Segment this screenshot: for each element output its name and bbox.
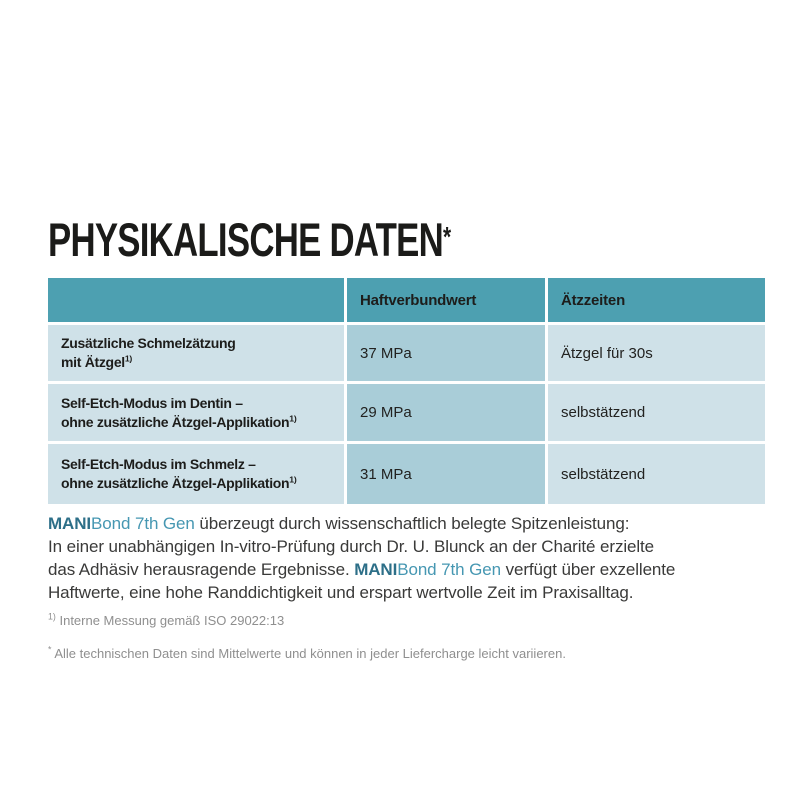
footnote-internal-measurement	[48, 612, 284, 630]
description-paragraph	[48, 512, 758, 604]
table-header-empty-cell	[48, 278, 344, 322]
footnote-marker: 1)	[289, 412, 297, 423]
table-row-label-cell	[48, 325, 344, 381]
brand-name-bond: Bond 7th Gen	[91, 514, 195, 533]
bond-value-cell: 29 MPa	[347, 384, 545, 441]
row-label-line: Zusätzliche Schmelzätzung	[61, 335, 236, 351]
brand-name-mani: MANI	[48, 514, 92, 533]
page-title-asterisk: *	[442, 220, 452, 252]
footnote-marker: 1)	[124, 353, 133, 364]
footnote-marker: 1)	[48, 611, 56, 622]
row-label-line: mit Ätzgel$^{1)}$	[61, 353, 133, 370]
table-row-label-cell	[48, 384, 344, 441]
table-row-label-cell	[48, 444, 344, 504]
paragraph-line	[48, 581, 758, 604]
row-label-line: Self-Etch-Modus im Schmelz –	[61, 456, 256, 472]
page-title-text: PHYSIKALISCHE DATEN	[48, 213, 443, 266]
footnote-marker: *	[48, 644, 52, 655]
paragraph-text: In einer unabhängigen In-vitro-Prüfung durch Dr. U. Blunck an der Charité erzielte	[48, 537, 655, 556]
column-header-haftverbundwert: Haftverbundwert	[347, 278, 545, 322]
paragraph-text: überzeugt durch wissenschaftlich belegte Spitzenleistung:	[194, 514, 630, 533]
footnote-text: Alle technischen Daten sind Mittelwerte und können in jeder Liefercharge leicht variieren.	[51, 646, 566, 661]
paragraph-text: das Adhäsiv herausragende Ergebnisse.	[48, 560, 355, 579]
etch-time-cell: selbstätzend	[548, 444, 765, 504]
etch-time-cell: Ätzgel für 30s	[548, 325, 765, 381]
bond-value-cell: 37 MPa	[347, 325, 545, 381]
row-label-line: ohne zusätzliche Ätzgel-Applikation$^{1)}$	[61, 474, 297, 491]
row-label-line: Self-Etch-Modus im Dentin –	[61, 394, 243, 411]
brand-name-mani: MANI	[354, 560, 398, 579]
paragraph-text: verfügt über exzellente	[500, 560, 676, 579]
footnote-marker: 1)	[289, 474, 297, 485]
page-title	[48, 213, 452, 266]
footnote-text: Interne Messung gemäß ISO 29022:13	[55, 613, 285, 628]
row-label-line: ohne zusätzliche Ätzgel-Applikation$^{1)}$	[61, 412, 297, 430]
column-header-aetzzeiten: Ätzzeiten	[548, 278, 765, 322]
paragraph-line	[48, 558, 758, 581]
physical-data-table	[48, 278, 765, 504]
bond-value-cell: 31 MPa	[347, 444, 545, 504]
paragraph-text: Haftwerte, eine hohe Randdichtigkeit und erspart wertvolle Zeit im Praxisalltag.	[48, 583, 634, 602]
paragraph-line	[48, 512, 758, 535]
footnote-disclaimer	[48, 645, 566, 663]
paragraph-line	[48, 535, 758, 558]
etch-time-cell: selbstätzend	[548, 384, 765, 441]
brand-name-bond: Bond 7th Gen	[397, 560, 501, 579]
